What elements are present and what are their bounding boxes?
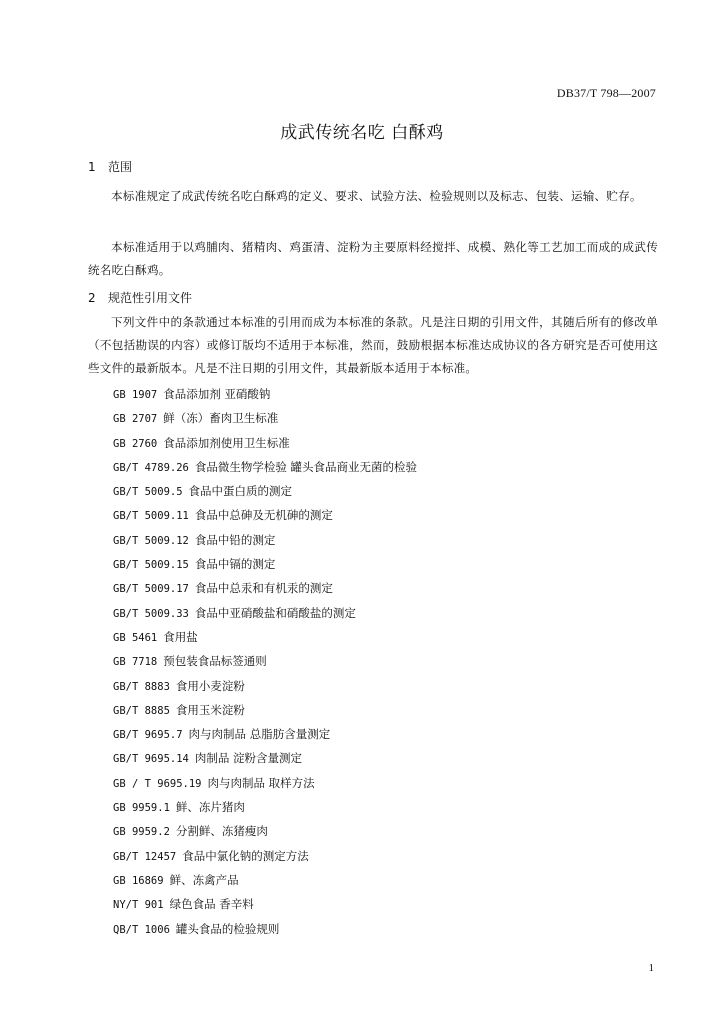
list-item (113, 406, 417, 430)
list-item (113, 382, 417, 406)
reference-code: GB/T 5009.5 (113, 486, 183, 499)
list-item (113, 431, 417, 455)
scope-paragraph-1: 本标准规定了成武传统名吃白酥鸡的定义、要求、试验方法、检验规则以及标志、包装、运输、贮存。 (111, 189, 642, 203)
reference-title: 食品添加剂 亚硝酸钠 (163, 387, 271, 401)
reference-title: 食品添加剂使用卫生标准 (163, 435, 290, 450)
list-item (113, 552, 417, 576)
list-item (113, 917, 417, 941)
reference-code: GB 1907 (113, 389, 158, 401)
reference-code: NY/T 901 (113, 899, 164, 912)
section-number: 1 (88, 160, 96, 174)
reference-code: GB 2707 (113, 413, 158, 426)
reference-code: GB/T 8885 (113, 704, 170, 717)
reference-code: GB/T 5009.12 (113, 534, 189, 547)
list-item (113, 479, 417, 503)
list-item (113, 698, 417, 722)
reference-title: 食用盐 (163, 629, 198, 644)
reference-code: GB 5461 (113, 631, 158, 644)
reference-title: 食品中总汞和有机汞的测定 (194, 581, 333, 596)
list-item (113, 722, 417, 746)
reference-title: 绿色食品 香辛料 (169, 897, 254, 912)
reference-code: GB 7718 (113, 656, 158, 669)
reference-title: 鲜、冻禽产品 (169, 872, 239, 887)
reference-title: 鲜（冻）畜肉卫生标准 (163, 411, 279, 426)
list-item (113, 625, 417, 649)
standard-code: DB37/T 798—2007 (556, 86, 656, 100)
reference-code: GB/T 8883 (113, 680, 170, 693)
reference-code: GB/T 5009.11 (113, 510, 189, 523)
reference-title: 食用小麦淀粉 (175, 678, 245, 693)
section-number: 2 (88, 291, 96, 305)
list-item (113, 746, 417, 770)
reference-code: QB/T 1006 (113, 923, 170, 936)
reference-title: 食品中铅的测定 (194, 532, 276, 547)
reference-title: 食品中氯化钠的测定方法 (182, 848, 309, 863)
reference-code: GB/T 5009.33 (113, 607, 189, 620)
reference-title: 肉与肉制品 取样方法 (207, 775, 315, 790)
section-heading-scope (88, 158, 132, 175)
references-intro-paragraph: 下列文件中的条款通过本标准的引用而成为本标准的条款。凡是注日期的引用文件，其随后所有的修改单（不包括勘误的内容）或修订版均不适用于本标准，然而，鼓励根据本标准达成协议的各方研究是否可使用这些文件的最新版本。凡是不注日期的引用文件，其最新版本适用于本标准。 (88, 315, 658, 375)
list-item (113, 771, 417, 795)
reference-title: 食用玉米淀粉 (175, 702, 245, 717)
reference-title: 食品中镉的测定 (194, 557, 276, 572)
list-item (113, 601, 417, 625)
list-item (113, 892, 417, 916)
reference-title: 食品中蛋白质的测定 (188, 484, 293, 499)
reference-code: GB 2760 (113, 437, 158, 450)
section-heading-normative-references (88, 289, 192, 306)
list-item (113, 844, 417, 868)
reference-code: GB/T 5009.15 (113, 559, 189, 572)
reference-code: GB 9959.1 (113, 802, 170, 815)
list-item (113, 795, 417, 819)
list-item (113, 674, 417, 698)
reference-title: 罐头食品的检验规则 (175, 921, 280, 936)
page-number: 1 (648, 962, 654, 974)
reference-title: 食品中亚硝酸盐和硝酸盐的测定 (194, 605, 356, 620)
reference-code: GB 9959.2 (113, 826, 170, 839)
document-title: 成武传统名吃 白酥鸡 (280, 123, 444, 143)
reference-code: GB 16869 (113, 874, 164, 887)
reference-title: 鲜、冻片猪肉 (175, 800, 245, 815)
list-item (113, 503, 417, 527)
list-item (113, 819, 417, 843)
list-item (113, 455, 417, 479)
reference-code: GB/T 9695.14 (113, 753, 189, 766)
reference-title: 肉与肉制品 总脂肪含量测定 (188, 727, 331, 742)
list-item (113, 649, 417, 673)
section-title: 规范性引用文件 (108, 291, 193, 305)
reference-code: GB / T 9695.19 (113, 777, 202, 790)
reference-list (113, 382, 417, 941)
reference-code: GB/T 9695.7 (113, 729, 183, 742)
reference-title: 肉制品 淀粉含量测定 (194, 751, 303, 766)
reference-title: 分割鲜、冻猪瘦肉 (175, 824, 268, 839)
reference-title: 预包装食品标签通则 (163, 654, 267, 669)
list-item (113, 868, 417, 892)
reference-code: GB/T 4789.26 (113, 461, 189, 474)
reference-title: 食品中总砷及无机砷的测定 (194, 508, 333, 523)
reference-title: 食品微生物学检验 罐头食品商业无菌的检验 (194, 459, 418, 474)
reference-code: GB/T 5009.17 (113, 583, 189, 596)
section-title: 范围 (108, 160, 133, 174)
list-item (113, 528, 417, 552)
list-item (113, 576, 417, 600)
scope-paragraph-2: 本标准适用于以鸡脯肉、猪精肉、鸡蛋清、淀粉为主要原料经搅拌、成模、熟化等工艺加工而成的成武传统名吃白酥鸡。 (88, 240, 658, 277)
reference-code: GB/T 12457 (113, 850, 177, 863)
